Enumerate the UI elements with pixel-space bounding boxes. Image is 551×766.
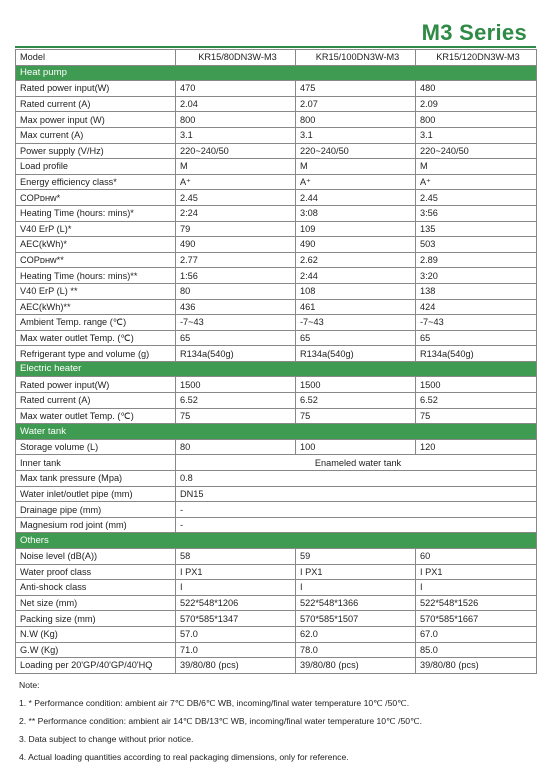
row-label: Ambient Temp. range (℃) [16,315,176,331]
shared-value: - [176,517,537,533]
row-label: COPᴅʜᴡ* [16,190,176,206]
row-label: Anti-shock class [16,580,176,596]
cell-value: 138 [416,283,537,299]
cell-value: 490 [176,237,296,253]
table-row [16,564,537,580]
row-label: Water inlet/outlet pipe (mm) [16,486,176,502]
table-row [16,315,537,331]
cell-value: 3.1 [416,127,537,143]
cell-value: 470 [176,81,296,97]
cell-value: 3:20 [416,268,537,284]
cell-value: 522*548*1526 [416,595,537,611]
header-row [16,50,537,66]
row-label: G.W (Kg) [16,642,176,658]
row-label: V40 ErP (L) ** [16,283,176,299]
table-row [16,549,537,565]
cell-value: 58 [176,549,296,565]
table-row [16,299,537,315]
row-label: Rated power input(W) [16,377,176,393]
cell-value: 75 [296,408,416,424]
cell-value: 1500 [296,377,416,393]
cell-value: 65 [296,330,416,346]
series-title: M3 Series [421,20,527,45]
table-row [16,517,537,533]
spec-table-body [16,50,537,674]
cell-value: 800 [416,112,537,128]
cell-value: 3:08 [296,205,416,221]
cell-value: 570*585*1347 [176,611,296,627]
row-label: Max water outlet Temp. (℃) [16,408,176,424]
section-title: Heat pump [16,65,537,81]
title-underline [15,46,536,48]
cell-value: 1500 [176,377,296,393]
table-row [16,143,537,159]
table-row [16,393,537,409]
cell-value: -7~43 [296,315,416,331]
model-name: KR15/100DN3W-M3 [296,50,416,66]
row-label: N.W (Kg) [16,626,176,642]
table-row [16,658,537,674]
cell-value: 2:24 [176,205,296,221]
cell-value: 100 [296,439,416,455]
row-label: Noise level (dB(A)) [16,549,176,565]
cell-value: 2.45 [416,190,537,206]
cell-value: 39/80/80 (pcs) [296,658,416,674]
table-row [16,408,537,424]
section-header [16,424,537,440]
cell-value: 57.0 [176,626,296,642]
spec-table [15,49,537,674]
cell-value: 2.62 [296,252,416,268]
table-row [16,595,537,611]
cell-value: I PX1 [296,564,416,580]
cell-value: 480 [416,81,537,97]
cell-value: 490 [296,237,416,253]
row-label: Refrigerant type and volume (g) [16,346,176,362]
row-label: AEC(kWh)** [16,299,176,315]
row-label: AEC(kWh)* [16,237,176,253]
cell-value: 800 [176,112,296,128]
row-label: Energy efficiency class* [16,174,176,190]
cell-value: 108 [296,283,416,299]
cell-value: -7~43 [176,315,296,331]
cell-value: 461 [296,299,416,315]
table-row [16,221,537,237]
section-title: Water tank [16,424,537,440]
cell-value: 2:44 [296,268,416,284]
row-label: Rated current (A) [16,393,176,409]
notes [19,676,422,766]
row-label: Rated current (A) [16,96,176,112]
cell-value: 39/80/80 (pcs) [416,658,537,674]
row-label: Max tank pressure (Mpa) [16,471,176,487]
cell-value: 80 [176,283,296,299]
section-header [16,361,537,377]
row-label: Heating Time (hours: mins)* [16,205,176,221]
cell-value: M [416,159,537,175]
cell-value: R134a(540g) [416,346,537,362]
row-label: Power supply (V/Hz) [16,143,176,159]
table-row [16,439,537,455]
shared-value: - [176,502,537,518]
cell-value: 220~240/50 [416,143,537,159]
cell-value: 3.1 [296,127,416,143]
cell-value: 570*585*1507 [296,611,416,627]
cell-value: 2.07 [296,96,416,112]
table-row [16,377,537,393]
cell-value: I PX1 [176,564,296,580]
cell-value: 2.44 [296,190,416,206]
row-label: Max water outlet Temp. (℃) [16,330,176,346]
cell-value: 75 [416,408,537,424]
row-label: Heating Time (hours: mins)** [16,268,176,284]
row-label: Max current (A) [16,127,176,143]
table-row [16,268,537,284]
model-name: KR15/80DN3W-M3 [176,50,296,66]
row-label: Net size (mm) [16,595,176,611]
cell-value: 220~240/50 [296,143,416,159]
row-label: Packing size (mm) [16,611,176,627]
table-row [16,96,537,112]
cell-value: I [416,580,537,596]
note-item: 4. Actual loading quantities according to real packaging dimensions, only for reference. [19,752,349,762]
model-name: KR15/120DN3W-M3 [416,50,537,66]
cell-value: 522*548*1206 [176,595,296,611]
note-item: 2. ** Performance condition: ambient air 14℃ DB/13℃ WB, incoming/final water temperature 10℃ /50℃. [19,716,423,726]
cell-value: M [296,159,416,175]
cell-value: 424 [416,299,537,315]
cell-value: 570*585*1667 [416,611,537,627]
cell-value: 2.09 [416,96,537,112]
shared-value: DN15 [176,486,537,502]
table-row [16,330,537,346]
cell-value: 800 [296,112,416,128]
table-row [16,190,537,206]
cell-value: 67.0 [416,626,537,642]
cell-value: 60 [416,549,537,565]
row-label: Load profile [16,159,176,175]
row-label: COPᴅʜᴡ** [16,252,176,268]
cell-value: 39/80/80 (pcs) [176,658,296,674]
table-row [16,283,537,299]
cell-value: 2.04 [176,96,296,112]
cell-value: 522*548*1366 [296,595,416,611]
cell-value: A⁺ [296,174,416,190]
table-row [16,159,537,175]
cell-value: 135 [416,221,537,237]
cell-value: A⁺ [416,174,537,190]
table-row [16,626,537,642]
header-label: Model [16,50,176,66]
cell-value: 85.0 [416,642,537,658]
cell-value: I [176,580,296,596]
table-row [16,205,537,221]
row-label: Loading per 20'GP/40'GP/40'HQ [16,658,176,674]
row-label: Max power input (W) [16,112,176,128]
cell-value: 1500 [416,377,537,393]
cell-value: 2.45 [176,190,296,206]
cell-value: A⁺ [176,174,296,190]
table-row [16,471,537,487]
table-row [16,174,537,190]
cell-value: 475 [296,81,416,97]
table-row [16,580,537,596]
cell-value: 3.1 [176,127,296,143]
cell-value: 75 [176,408,296,424]
row-label: Magnesium rod joint (mm) [16,517,176,533]
table-row [16,486,537,502]
cell-value: 2.77 [176,252,296,268]
cell-value: 6.52 [296,393,416,409]
table-row [16,81,537,97]
cell-value: 436 [176,299,296,315]
cell-value: 79 [176,221,296,237]
cell-value: M [176,159,296,175]
cell-value: 80 [176,439,296,455]
note-item: 1. * Performance condition: ambient air 7℃ DB/6℃ WB, incoming/final water temperature 10℃ /50℃. [19,698,410,708]
table-row [16,112,537,128]
cell-value: 65 [416,330,537,346]
section-title: Electric heater [16,361,537,377]
cell-value: -7~43 [416,315,537,331]
row-label: Storage volume (L) [16,439,176,455]
cell-value: 120 [416,439,537,455]
table-row [16,502,537,518]
cell-value: 65 [176,330,296,346]
shared-value: Enameled water tank [176,455,537,471]
cell-value: 62.0 [296,626,416,642]
cell-value: R134a(540g) [296,346,416,362]
cell-value: I PX1 [416,564,537,580]
row-label: Drainage pipe (mm) [16,502,176,518]
table-row [16,252,537,268]
row-label: Inner tank [16,455,176,471]
cell-value: 220~240/50 [176,143,296,159]
cell-value: 78.0 [296,642,416,658]
table-row [16,127,537,143]
note-item: 3. Data subject to change without prior notice. [19,734,194,744]
cell-value: I [296,580,416,596]
cell-value: 71.0 [176,642,296,658]
table-row [16,237,537,253]
table-row [16,642,537,658]
cell-value: 59 [296,549,416,565]
cell-value: 6.52 [176,393,296,409]
cell-value: 503 [416,237,537,253]
row-label: Water proof class [16,564,176,580]
cell-value: 2.89 [416,252,537,268]
shared-value: 0.8 [176,471,537,487]
table-row [16,455,537,471]
cell-value: 1:56 [176,268,296,284]
section-title: Others [16,533,537,549]
cell-value: 6.52 [416,393,537,409]
row-label: V40 ErP (L)* [16,221,176,237]
table-row [16,346,537,362]
cell-value: 3:56 [416,205,537,221]
section-header [16,65,537,81]
table-row [16,611,537,627]
section-header [16,533,537,549]
notes-heading: Note: [19,680,40,690]
cell-value: 109 [296,221,416,237]
row-label: Rated power input(W) [16,81,176,97]
cell-value: R134a(540g) [176,346,296,362]
